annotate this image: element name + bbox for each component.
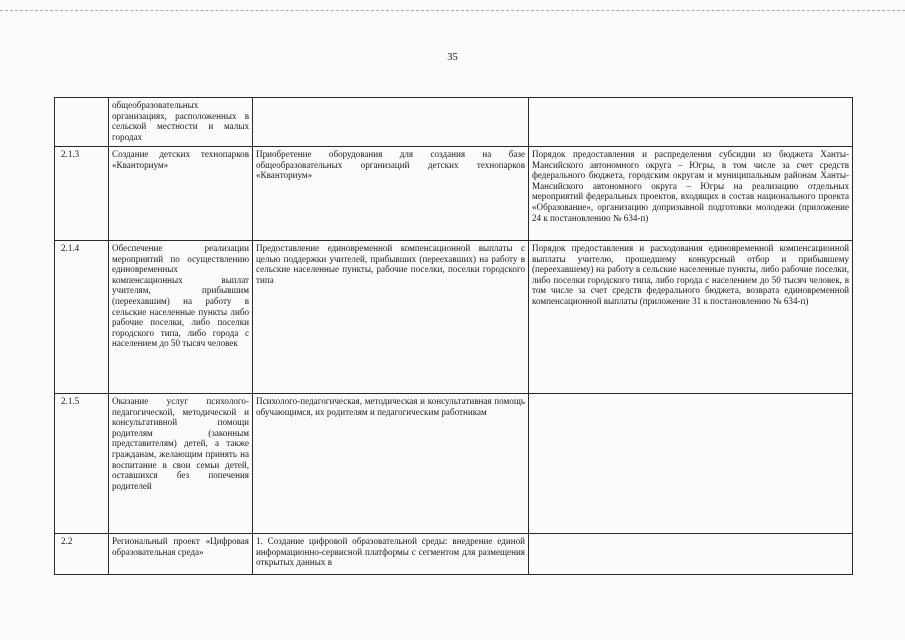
measure-content (253, 147, 529, 241)
measure-content-text: 1. Создание цифровой образовательной среды: внедрение единой информационно-сервисной платформы с сегментом для размещения открытых данных в (256, 536, 525, 568)
regulatory-document-text: Порядок предоставления и распределения субсидии из бюджета Ханты-Мансийского автономного округа – Югры, в том числе за счет средств федерального бюджета, городским округам и муниципальным районам Ханты-Мансийского автономного округа – Югры на реализацию отдельных мероприятий федеральных проектов, входящих в состав национального проекта «Образование», организацию допризывной подготовки молодежи (приложение 24 к постановлению № 634-п) (532, 149, 849, 223)
regulatory-document-text: Порядок предоставления и расходования единовременной компенсационной выплаты учителю, прошедшему конкурсный отбор и прибывшему (переехавшему) на работу в сельские населенные пункты, либо рабочие поселки, либо поселки городского типа, либо города с населением до 50 тысяч человек, в том числе за счет средств федерального бюджета, возврата единовременной компенсационной выплаты (приложение 31 к постановлению № 634-п) (532, 243, 849, 306)
measure-name-text: Региональный проект «Цифровая образовательная среда» (112, 536, 249, 557)
measure-name (109, 147, 253, 241)
measure-name-text: Оказание услуг психолого-педагогической, методической и консультативной помощи родителям (законным представителям) детей, а также гражданам, желающим принять на воспитание в свои семьи детей, оставшихся без попечения родителей (112, 396, 249, 491)
measure-content (253, 394, 529, 534)
row-number (55, 98, 109, 147)
measure-name-text: Обеспечение реализации мероприятий по осуществлению единовременных компенсационных выплат учителям, прибывшим (переехавшим) на работу в сельские населенные пункты либо рабочие поселки, либо поселки городского типа, либо города с населением до 50 тысяч человек (112, 243, 249, 349)
table-row (55, 394, 853, 534)
table-row (55, 98, 853, 147)
row-number: 2.1.4 (55, 241, 109, 394)
table-row (55, 147, 853, 241)
table-row (55, 534, 853, 575)
measure-content (253, 241, 529, 394)
row-number: 2.1.5 (55, 394, 109, 534)
regulatory-document (529, 534, 853, 575)
measures-table (54, 97, 853, 575)
page-number: 35 (447, 52, 458, 63)
regulatory-document (529, 98, 853, 147)
row-number: 2.1.3 (55, 147, 109, 241)
measure-content-text: Приобретение оборудования для создания на базе общеобразовательных организаций детских технопарков «Кванториум» (256, 149, 525, 181)
table-row (55, 241, 853, 394)
measure-name (109, 98, 253, 147)
measure-name-text: Создание детских технопарков «Кванториум» (112, 149, 249, 170)
measure-name (109, 394, 253, 534)
regulatory-document (529, 394, 853, 534)
measure-content-text: Психолого-педагогическая, методическая и консультативная помощь обучающимся, их родителям и педагогическим работникам (256, 396, 525, 417)
measure-name-text: общеобразовательных организациях, расположенных в сельской местности и малых городах (112, 100, 249, 142)
regulatory-document (529, 147, 853, 241)
measure-content-text: Предоставление единовременной компенсационной выплаты с целью поддержки учителей, прибывших (переехавших) на работу в сельские населенные пункты, рабочие поселки, поселки городского типа (256, 243, 525, 285)
regulatory-document (529, 241, 853, 394)
row-number: 2.2 (55, 534, 109, 575)
measure-name (109, 241, 253, 394)
measure-content (253, 534, 529, 575)
measure-content (253, 98, 529, 147)
scan-top-edge (0, 10, 905, 11)
measure-name (109, 534, 253, 575)
